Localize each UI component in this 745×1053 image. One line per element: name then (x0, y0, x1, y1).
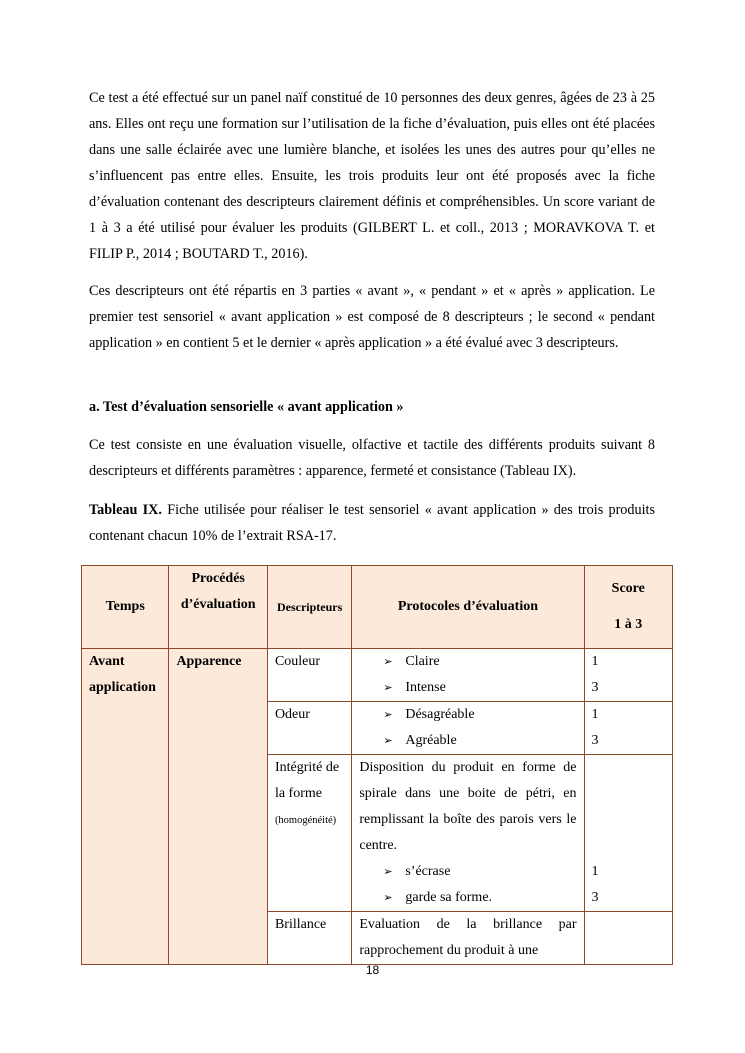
header-score (584, 566, 672, 649)
arrow-bullet-icon: ➢ (383, 891, 393, 904)
caption-text: Fiche utilisée pour réaliser le test sensoriel « avant application » des trois produits contenant chacun 10% de l’extrait RSA-17. (89, 502, 655, 544)
header-score-range: 1 à 3 (614, 617, 643, 632)
arrow-bullet-icon: ➢ (383, 865, 393, 878)
table-row (82, 649, 673, 702)
table-header-row (82, 566, 673, 649)
page-number: 18 (365, 963, 380, 977)
header-descripteurs: Descripteurs (267, 566, 351, 649)
score-couleur: 1 3 (584, 649, 672, 702)
table-caption (89, 497, 655, 549)
arrow-bullet-icon: ➢ (383, 708, 393, 721)
header-protocoles: Protocoles d’évaluation (352, 566, 584, 649)
header-score-label: Score (611, 581, 645, 596)
arrow-bullet-icon: ➢ (383, 681, 393, 694)
descriptor-integrite: Intégrité de la forme (homogénéité) (267, 755, 351, 912)
list-item: ➢ s’écrase (359, 859, 576, 885)
score-odeur: 1 3 (584, 702, 672, 755)
protocol-brillance: Evaluation de la brillance par rapprochement du produit à une (352, 912, 584, 965)
list-item: ➢ Désagréable (359, 702, 576, 728)
section-heading: a. Test d’évaluation sensorielle « avant application » (89, 399, 404, 415)
descriptor-brillance: Brillance (267, 912, 351, 965)
caption-label: Tableau IX. (89, 502, 162, 518)
descriptor-odeur: Odeur (267, 702, 351, 755)
list-item: ➢ Agréable (359, 728, 576, 754)
header-procedes: Procédés d’évaluation (169, 566, 268, 649)
temps-cell: Avant application (82, 649, 169, 965)
protocol-odeur (352, 702, 584, 755)
protocol-integrite: Disposition du produit en forme de spirale dans une boite de pétri, en remplissant la boîte des parois vers le centre. ➢ s’écrase ➢ garde sa forme. (352, 755, 584, 912)
header-temps: Temps (82, 566, 169, 649)
protocol-couleur (352, 649, 584, 702)
score-brillance (584, 912, 672, 965)
list-item: ➢ Intense (359, 675, 576, 701)
list-item: ➢ Claire (359, 649, 576, 675)
arrow-bullet-icon: ➢ (383, 734, 393, 747)
test-description-paragraph: Ce test consiste en une évaluation visuelle, olfactive et tactile des différents produits suivant 8 descripteurs et différents paramètres : apparence, fermeté et consistance (Tableau IX). (89, 437, 655, 479)
descriptor-couleur: Couleur (267, 649, 351, 702)
score-integrite: 1 3 (584, 755, 672, 912)
descriptors-paragraph: Ces descripteurs ont été répartis en 3 parties « avant », « pendant » et « après » application. Le premier test sensoriel « avant application » est composé de 8 descripteurs ; le second « pendant application » en contient 5 et le dernier « après application » a été évalué avec 3 descripteurs. (89, 283, 655, 351)
evaluation-table (81, 565, 673, 965)
list-item: ➢ garde sa forme. (359, 885, 576, 911)
intro-paragraph: Ce test a été effectué sur un panel naïf constitué de 10 personnes des deux genres, âgées de 23 à 25 ans. Elles ont reçu une formation sur l’utilisation de la fiche d’évaluation, puis elles ont été placées dans une salle éclairée avec une lumière blanche, et isolées les unes des autres pour qu’elles ne s’influencent pas entre elles. Ensuite, les trois produits leur ont été proposés avec la fiche d’évaluation contenant des descripteurs clairement définis et compréhensibles. Un score variant de 1 à 3 a été utilisé pour évaluer les produits (GILBERT L. et coll., 2013 ; MORAVKOVA T. et FILIP P., 2014 ; BOUTARD T., 2016). (89, 90, 655, 262)
procede-cell: Apparence (169, 649, 268, 965)
arrow-bullet-icon: ➢ (383, 655, 393, 668)
